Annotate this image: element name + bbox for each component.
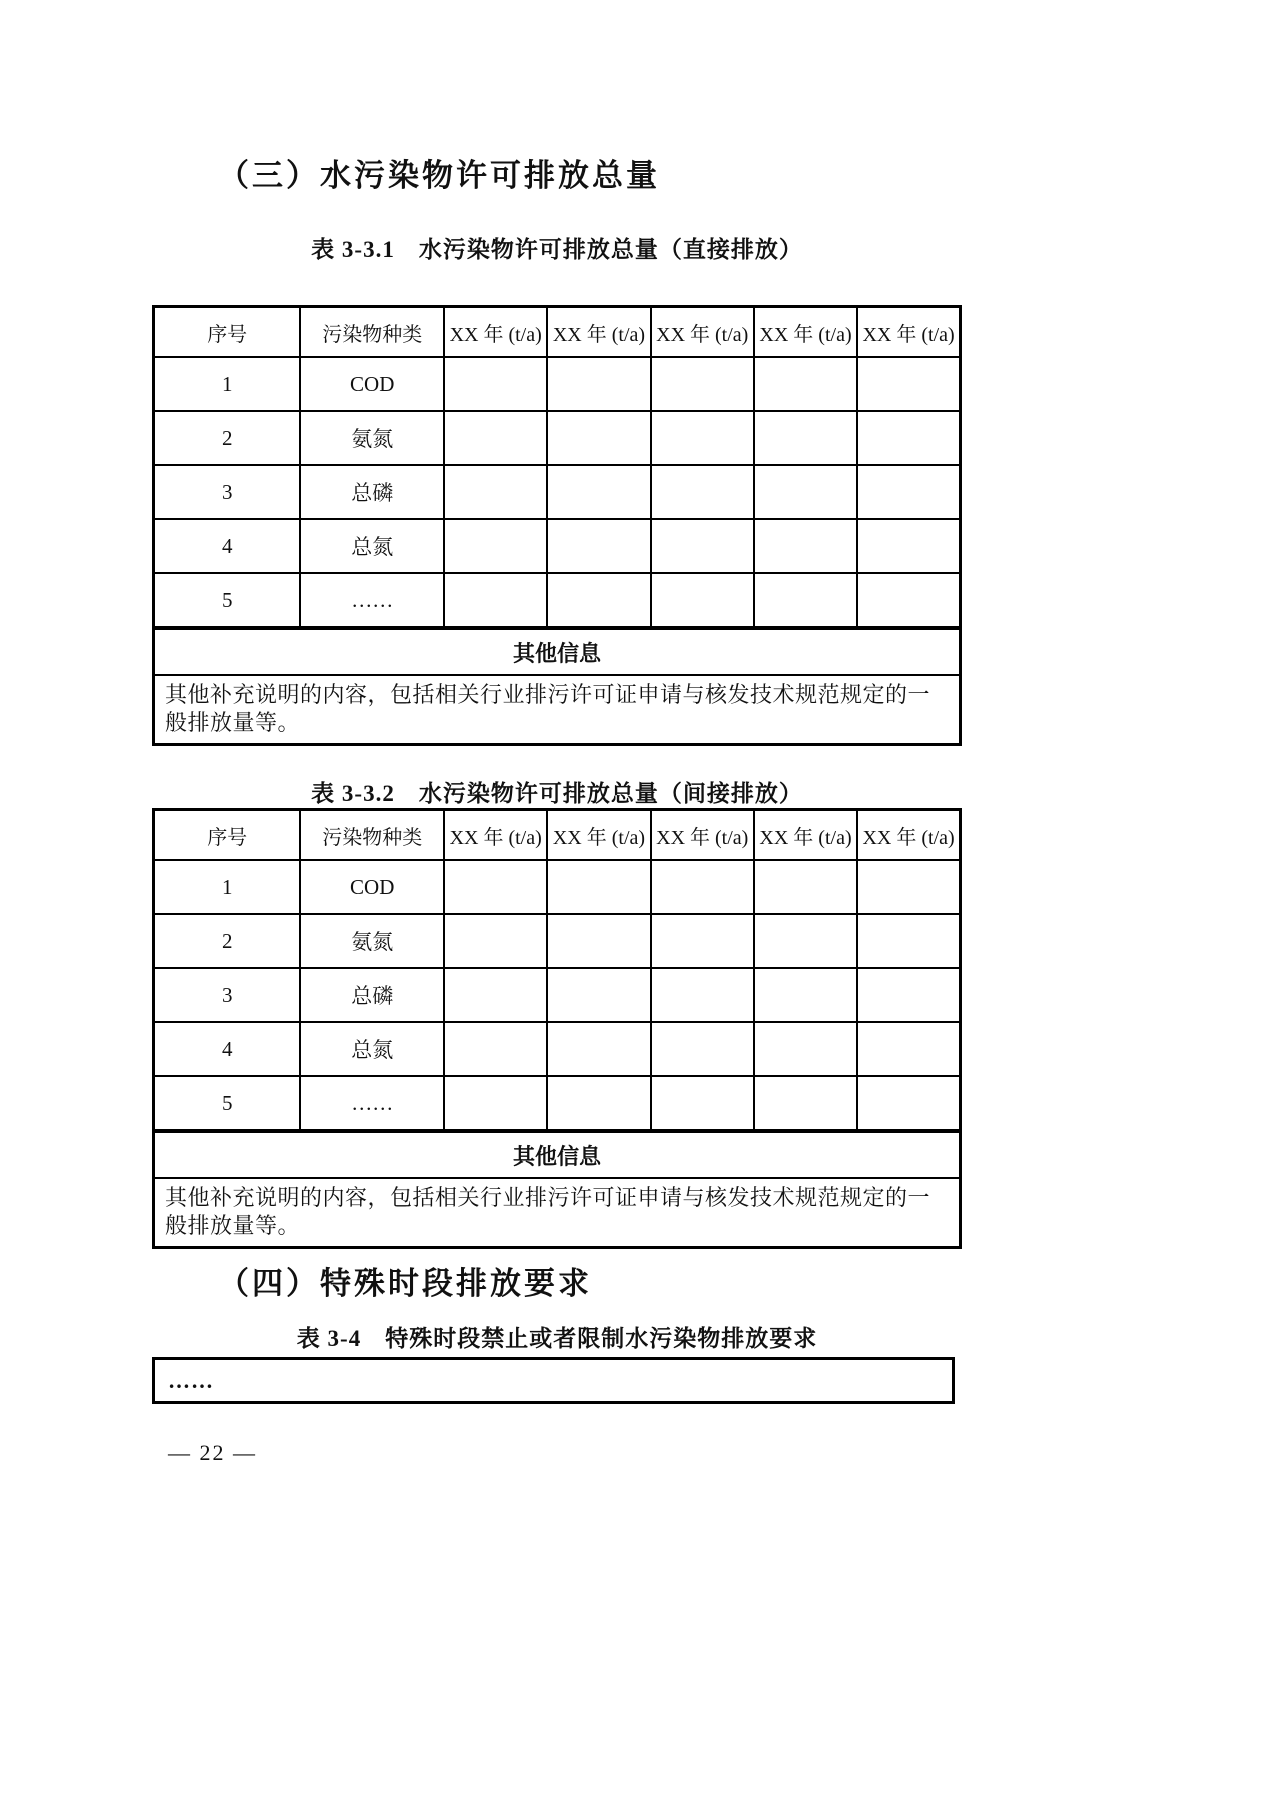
value-cell-empty xyxy=(857,411,960,465)
column-header-year: XX 年 (t/a) xyxy=(857,307,960,358)
table-row xyxy=(154,860,961,914)
note-row xyxy=(154,675,961,745)
value-cell-empty xyxy=(857,860,960,914)
special-period-table-placeholder xyxy=(152,1357,955,1404)
pollutant-name-cell: 总磷 xyxy=(300,465,444,519)
column-header-year: XX 年 (t/a) xyxy=(444,810,547,861)
pollutant-name-cell: 氨氮 xyxy=(300,914,444,968)
value-cell-empty xyxy=(754,914,857,968)
table-row xyxy=(154,1022,961,1076)
value-cell-empty xyxy=(754,860,857,914)
other-info-row xyxy=(154,628,961,675)
value-cell-empty xyxy=(857,519,960,573)
table-row xyxy=(154,1076,961,1131)
value-cell-empty xyxy=(444,573,547,628)
value-cell-empty xyxy=(444,968,547,1022)
table-row xyxy=(154,411,961,465)
value-cell-empty xyxy=(547,860,650,914)
pollutant-name-cell: COD xyxy=(300,357,444,411)
row-index-cell: 2 xyxy=(154,411,301,465)
value-cell-empty xyxy=(857,914,960,968)
table-caption-special-period: 表 3-4 特殊时段禁止或者限制水污染物排放要求 xyxy=(296,1326,818,1351)
row-index-cell: 5 xyxy=(154,1076,301,1131)
note-text: 其他补充说明的内容，包括相关行业排污许可证申请与核发技术规范规定的一般排放量等。 xyxy=(154,1178,961,1248)
pollutant-name-cell: …… xyxy=(300,1076,444,1131)
value-cell-empty xyxy=(651,357,754,411)
value-cell-empty xyxy=(754,519,857,573)
pollutant-name-cell: COD xyxy=(300,860,444,914)
value-cell-empty xyxy=(547,968,650,1022)
pollutant-name-cell: 总氮 xyxy=(300,519,444,573)
pollutant-name-cell: …… xyxy=(300,573,444,628)
value-cell-empty xyxy=(651,411,754,465)
row-index-cell: 5 xyxy=(154,573,301,628)
value-cell-empty xyxy=(754,1022,857,1076)
row-index-cell: 4 xyxy=(154,519,301,573)
column-header-year: XX 年 (t/a) xyxy=(754,810,857,861)
value-cell-empty xyxy=(651,860,754,914)
table-row xyxy=(154,573,961,628)
row-index-cell: 4 xyxy=(154,1022,301,1076)
column-header-year: XX 年 (t/a) xyxy=(857,810,960,861)
note-row xyxy=(154,1178,961,1248)
value-cell-empty xyxy=(444,860,547,914)
column-header-year: XX 年 (t/a) xyxy=(651,307,754,358)
row-index-cell: 3 xyxy=(154,968,301,1022)
table-row xyxy=(154,519,961,573)
value-cell-empty xyxy=(754,465,857,519)
value-cell-empty xyxy=(651,465,754,519)
value-cell-empty xyxy=(547,411,650,465)
page-number: — 22 — xyxy=(168,1440,257,1465)
value-cell-empty xyxy=(651,573,754,628)
value-cell-empty xyxy=(857,1022,960,1076)
column-header-pollutant: 污染物种类 xyxy=(300,307,444,358)
table-row xyxy=(154,968,961,1022)
column-header-year: XX 年 (t/a) xyxy=(651,810,754,861)
column-header-year: XX 年 (t/a) xyxy=(547,307,650,358)
value-cell-empty xyxy=(444,519,547,573)
table-indirect-discharge xyxy=(152,808,962,1249)
value-cell-empty xyxy=(547,914,650,968)
pollutant-name-cell: 氨氮 xyxy=(300,411,444,465)
column-header-index: 序号 xyxy=(154,810,301,861)
table-row xyxy=(154,914,961,968)
value-cell-empty xyxy=(754,573,857,628)
column-header-pollutant: 污染物种类 xyxy=(300,810,444,861)
column-header-index: 序号 xyxy=(154,307,301,358)
value-cell-empty xyxy=(651,968,754,1022)
value-cell-empty xyxy=(444,914,547,968)
value-cell-empty xyxy=(651,914,754,968)
table-header-row xyxy=(154,307,961,358)
value-cell-empty xyxy=(547,465,650,519)
column-header-year: XX 年 (t/a) xyxy=(754,307,857,358)
value-cell-empty xyxy=(547,1076,650,1131)
pollutant-name-cell: 总氮 xyxy=(300,1022,444,1076)
row-index-cell: 3 xyxy=(154,465,301,519)
value-cell-empty xyxy=(547,573,650,628)
value-cell-empty xyxy=(444,357,547,411)
value-cell-empty xyxy=(857,968,960,1022)
section-heading-special-period: （四）特殊时段排放要求 xyxy=(218,1266,592,1301)
table-row xyxy=(154,465,961,519)
note-text: 其他补充说明的内容，包括相关行业排污许可证申请与核发技术规范规定的一般排放量等。 xyxy=(154,675,961,745)
value-cell-empty xyxy=(651,519,754,573)
other-info-label: 其他信息 xyxy=(154,1131,961,1178)
value-cell-empty xyxy=(444,411,547,465)
table-row xyxy=(154,357,961,411)
value-cell-empty xyxy=(547,357,650,411)
column-header-year: XX 年 (t/a) xyxy=(444,307,547,358)
value-cell-empty xyxy=(547,1022,650,1076)
table-direct-discharge xyxy=(152,305,962,746)
value-cell-empty xyxy=(651,1022,754,1076)
value-cell-empty xyxy=(857,1076,960,1131)
value-cell-empty xyxy=(547,519,650,573)
value-cell-empty xyxy=(754,357,857,411)
value-cell-empty xyxy=(857,573,960,628)
value-cell-empty xyxy=(444,1022,547,1076)
other-info-label: 其他信息 xyxy=(154,628,961,675)
value-cell-empty xyxy=(754,411,857,465)
value-cell-empty xyxy=(754,968,857,1022)
section-heading-water-pollutant-total: （三）水污染物许可排放总量 xyxy=(218,158,660,193)
value-cell-empty xyxy=(857,357,960,411)
table-caption-indirect-discharge: 表 3-3.2 水污染物许可排放总量（间接排放） xyxy=(311,781,803,806)
row-index-cell: 1 xyxy=(154,357,301,411)
table-caption-direct-discharge: 表 3-3.1 水污染物许可排放总量（直接排放） xyxy=(311,237,803,262)
value-cell-empty xyxy=(754,1076,857,1131)
table-header-row xyxy=(154,810,961,861)
column-header-year: XX 年 (t/a) xyxy=(547,810,650,861)
pollutant-name-cell: 总磷 xyxy=(300,968,444,1022)
other-info-row xyxy=(154,1131,961,1178)
value-cell-empty xyxy=(444,465,547,519)
value-cell-empty xyxy=(857,465,960,519)
row-index-cell: 1 xyxy=(154,860,301,914)
ellipsis-placeholder-text: …… xyxy=(168,1367,214,1393)
row-index-cell: 2 xyxy=(154,914,301,968)
value-cell-empty xyxy=(651,1076,754,1131)
value-cell-empty xyxy=(444,1076,547,1131)
